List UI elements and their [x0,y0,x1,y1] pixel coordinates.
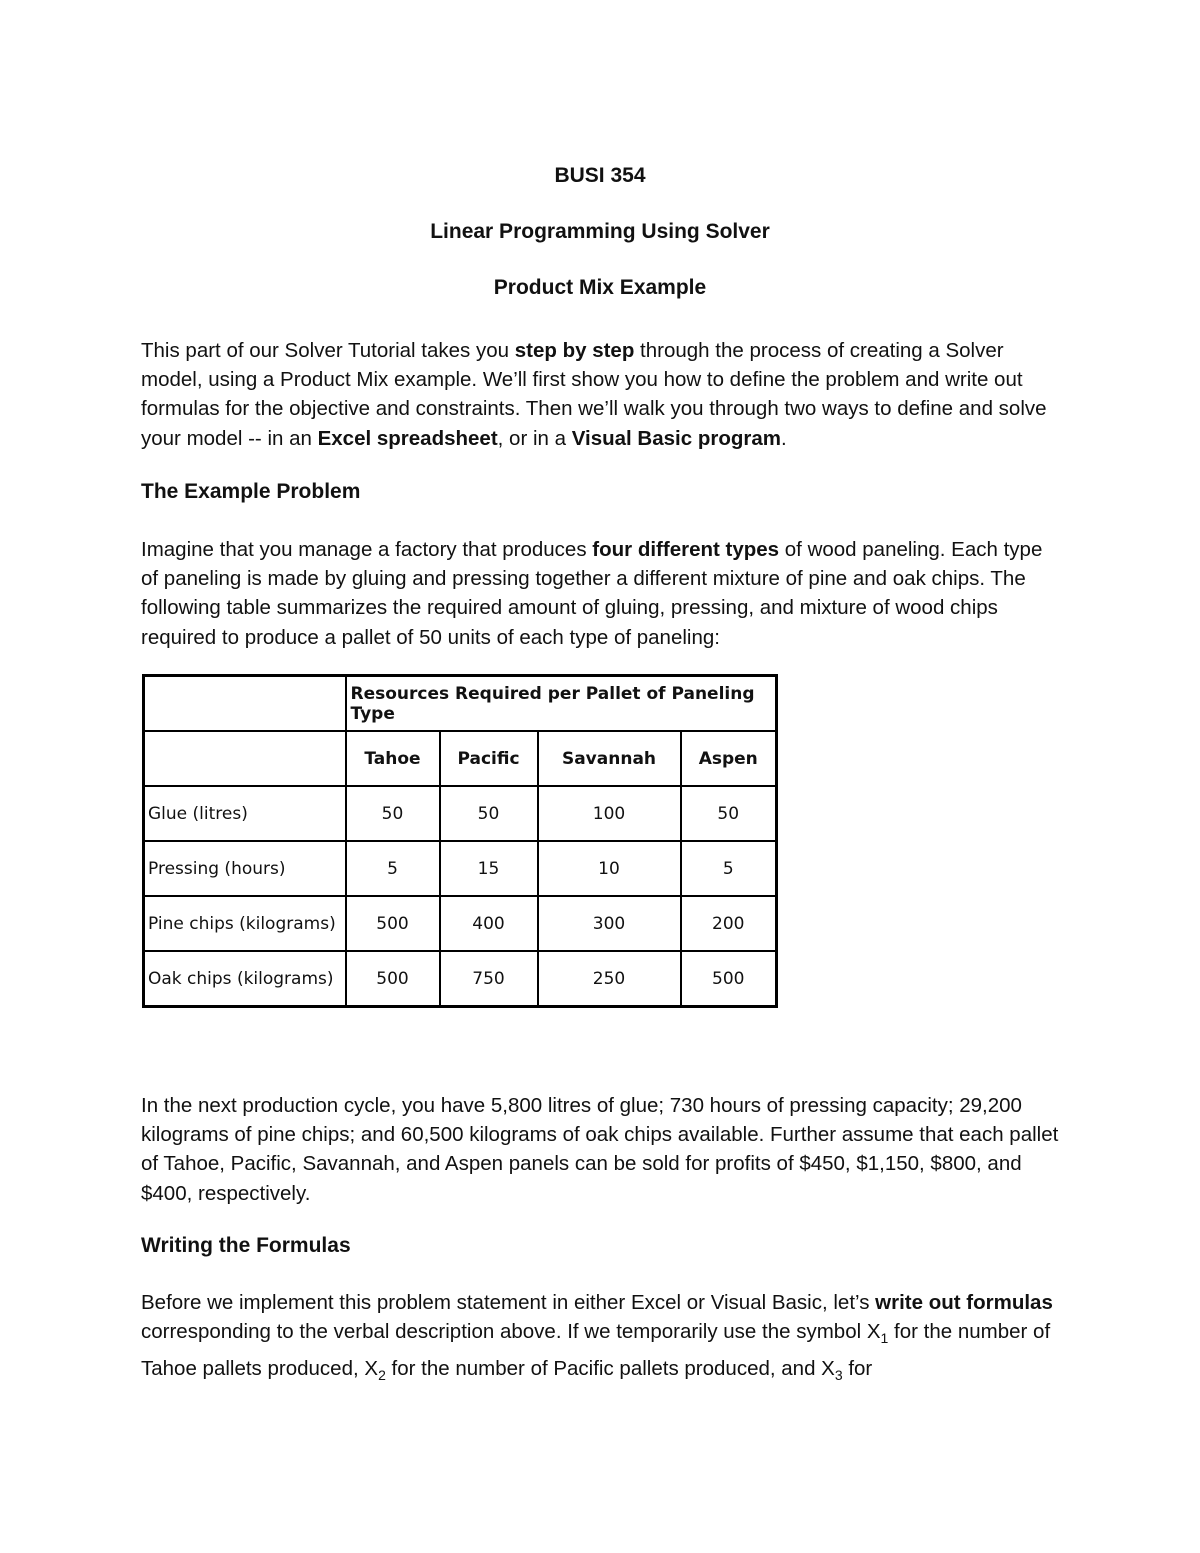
row-label: Pressing (hours) [144,841,346,896]
table-cell: 100 [538,786,681,841]
empty-corner-cell [144,676,346,732]
example-paragraph: Imagine that you manage a factory that produces four different types of wood paneling. Each type of paneling is made by gluing and pressing together a different mixture of pine and oak chips. The following table summarizes the required amount of gluing, pressing, and mixture of wood chips required to produce a pallet of 50 units of each type of paneling: [141,538,1043,649]
course-title: BUSI 354 [554,164,646,187]
row-label: Oak chips (kilograms) [144,951,346,1007]
column-header: Savannah [538,731,681,786]
table-cell: 300 [538,896,681,951]
table-cell: 500 [681,951,777,1007]
row-label: Pine chips (kilograms) [144,896,346,951]
table-cell: 5 [346,841,440,896]
column-header: Aspen [681,731,777,786]
document-subtitle: Linear Programming Using Solver [430,220,770,243]
table-cell: 50 [440,786,538,841]
formulas-paragraph: Before we implement this problem statement in either Excel or Visual Basic, let’s write out formulas corresponding to the verbal description above. If we temporarily use the symbol $X_1$ for the number of Tahoe pallets produced, $X_2$ for the number of Pacific pallets produced, and $X_3$ for [141,1291,1053,1383]
table-cell: 500 [346,951,440,1007]
row-label: Glue (litres) [144,786,346,841]
table-cell: 200 [681,896,777,951]
table-row [144,786,777,841]
column-header: Pacific [440,731,538,786]
formulas-heading: Writing the Formulas [141,1234,351,1257]
table-cell: 5 [681,841,777,896]
example-heading: The Example Problem [141,480,361,503]
table-cell: 400 [440,896,538,951]
intro-paragraph: This part of our Solver Tutorial takes you step by step through the process of creating a Solver model, using a Product Mix example. We’ll first show you how to define the problem and write out formulas for the objective and constraints. Then we’ll walk you through two ways to define and solve your model -- in an Excel spreadsheet, or in a Visual Basic program. [141,339,1047,450]
table-cell: 500 [346,896,440,951]
table-header-row [144,676,777,732]
resources-span-header: Resources Required per Pallet of Paneling Type [346,676,777,732]
table-row [144,951,777,1007]
resources-table [142,674,778,1008]
table-cell: 15 [440,841,538,896]
table-row [144,841,777,896]
table-cell: 50 [346,786,440,841]
empty-label-cell [144,731,346,786]
column-header: Tahoe [346,731,440,786]
section-title: Product Mix Example [493,276,707,299]
table-row [144,896,777,951]
table-cell: 250 [538,951,681,1007]
table-cell: 10 [538,841,681,896]
table-cell: 50 [681,786,777,841]
table-column-row [144,731,777,786]
production-cycle-paragraph: In the next production cycle, you have 5,800 litres of glue; 730 hours of pressing capacity; 29,200 kilograms of pine chips; and 60,500 kilograms of oak chips available. Further assume that each pallet of Tahoe, Pacific, Savannah, and Aspen panels can be sold for profits of $450, $1,150, $800, and $400, respectively. [141,1094,1059,1205]
table-cell: 750 [440,951,538,1007]
